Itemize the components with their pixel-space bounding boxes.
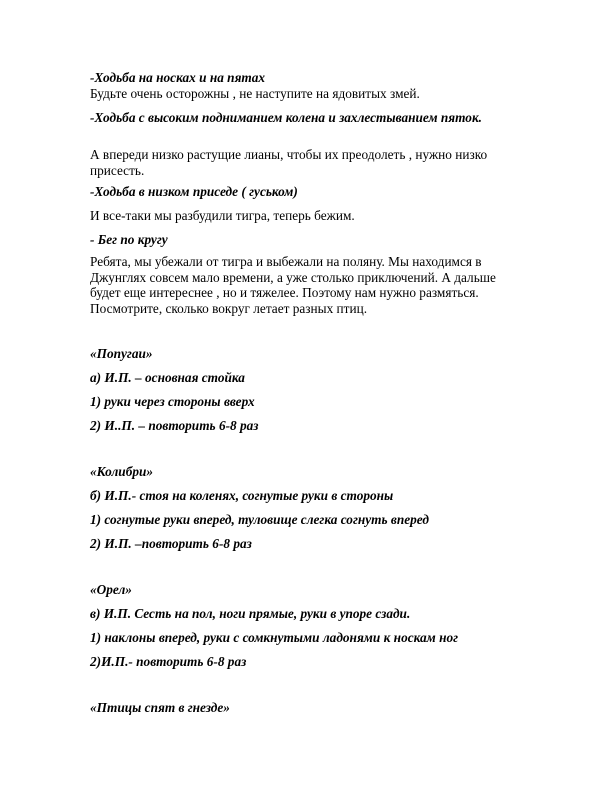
exercise-a-step2: 2) И..П. – повторить 6-8 раз (90, 418, 259, 433)
exercise-a-start: а) И.П. – основная стойка (90, 370, 245, 385)
exercise-b-step1: 1) согнутые руки вперед, туловище слегка согнуть вперед (90, 512, 429, 527)
section-title-eagle: «Орел» (90, 582, 132, 597)
heading-walk-toes-heels: -Ходьба на носках и на пятах (90, 70, 266, 85)
exercise-c-step2: 2)И.П.- повторить 6-8 раз (90, 654, 247, 669)
exercise-c-start: в) И.П. Сесть на пол, ноги прямые, руки в упоре сзади. (90, 606, 411, 621)
section-title-hummingbird: «Колибри» (90, 464, 154, 479)
exercise-c-step1: 1) наклоны вперед, руки с сомкнутыми ладонями к носкам ног (90, 630, 459, 645)
section-title-parrots: «Попугаи» (90, 346, 153, 361)
paragraph-tiger: И все-таки мы разбудили тигра, теперь бежим. (90, 208, 355, 223)
heading-low-squat: -Ходьба в низком приседе ( гуськом) (90, 184, 298, 199)
paragraph-jungle: Ребята, мы убежали от тигра и выбежали на поляну. Мы находимся в Джунглях совсем мало времени, а уже столько приключений. А дальше будет еще интереснее , но и тяжелее. Поэтому нам нужно размяться. Посмотрите, сколько вокруг летает разных птиц. (90, 254, 496, 316)
exercise-b-step2: 2) И.П. –повторить 6-8 раз (90, 536, 252, 551)
paragraph-snakes: Будьте очень осторожны , не наступите на ядовитых змей. (90, 86, 420, 101)
exercise-b-start: б) И.П.- стоя на коленях, согнутые руки в стороны (90, 488, 394, 503)
exercise-a-step1: 1) руки через стороны вверх (90, 394, 255, 409)
section-title-birds-sleep: «Птицы спят в гнезде» (90, 700, 230, 715)
paragraph-lianas: А впереди низко растущие лианы, чтобы их преодолеть , нужно низко присесть. (90, 147, 488, 178)
heading-high-knees: -Ходьба с высоким подниманием колена и захлестыванием пяток. (90, 110, 483, 125)
heading-run: - Бег по кругу (90, 232, 168, 247)
